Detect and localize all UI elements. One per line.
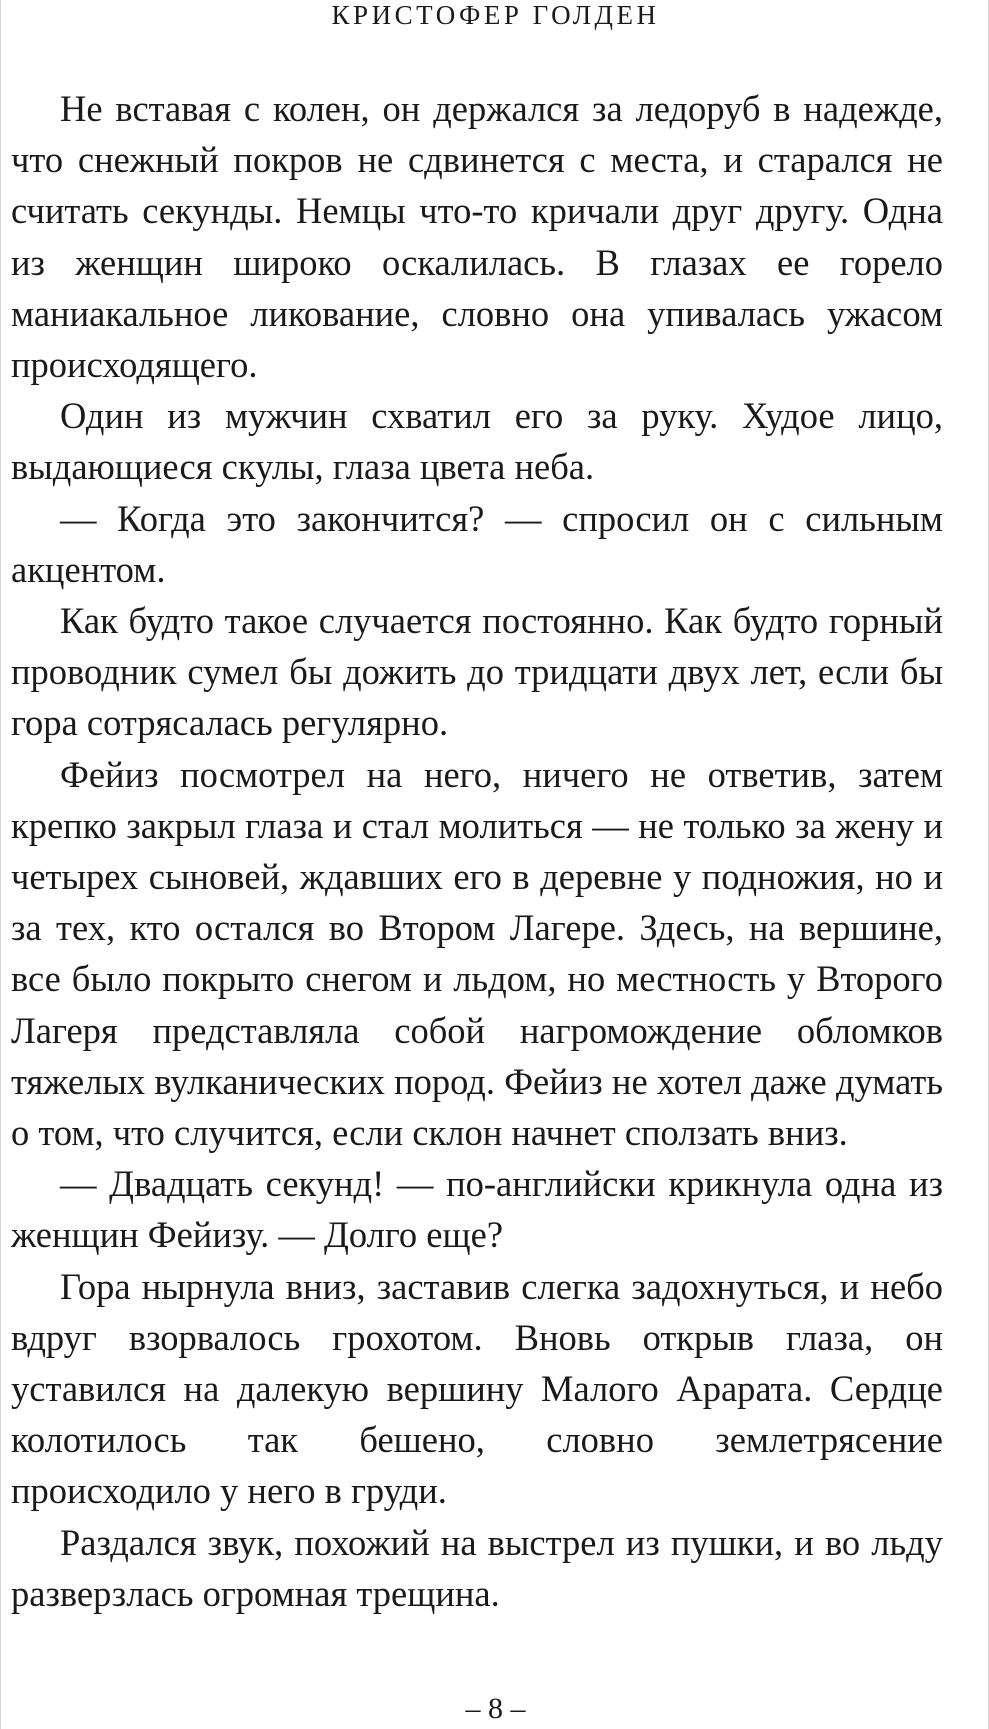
paragraph: Раздался звук, похожий на выстрел из пушки, и во льду разверзлась огромная трещина. bbox=[11, 1521, 943, 1614]
paragraph: Как будто такое случается постоянно. Как будто горный проводник сумел бы дожить до тридцати двух лет, если бы гора сотрясалась регулярно. bbox=[11, 600, 943, 744]
paragraph: — Когда это закончится? — спросил он с сильным акцентом. bbox=[11, 497, 943, 590]
page-number: – 8 – bbox=[465, 1692, 526, 1725]
paragraph: Фейиз посмотрел на него, ничего не ответив, затем крепко закрыл глаза и стал молиться — не только за жену и четырех сыновей, ждавших его в деревне у подножия, но и за тех, кто остался во Втором Лагере. Здесь, на вершине, все было покрыто снегом и льдом, но местность у Второго Лагеря представляла собой нагромождение обломков тяжелых вулканических пород. Фейиз не хотел даже думать о том, что случится, если склон начнет сползать вниз. bbox=[11, 753, 943, 1154]
paragraph: Один из мужчин схватил его за руку. Худое лицо, выдающиеся скулы, глаза цвета неба. bbox=[11, 395, 943, 488]
body-text bbox=[11, 83, 943, 1619]
running-head-author: КРИСТОФЕР ГОЛДЕН bbox=[331, 0, 660, 30]
paragraph: Не вставая с колен, он держался за ледоруб в надежде, что снежный покров не сдвинется с места, и старался не считать секунды. Немцы что-то кричали друг другу. Одна из женщин широко оскалилась. В глазах ее горело маниакальное ликование, словно она упивалась ужасом происходящего. bbox=[11, 88, 943, 386]
paragraph: — Двадцать секунд! — по-английски крикнула одна из женщин Фейизу. — Долго еще? bbox=[11, 1163, 943, 1256]
paragraph: Гора нырнула вниз, заставив слегка задохнуться, и небо вдруг взорвалось грохотом. Вновь открыв глаза, он уставился на далекую вершину Малого Арарата. Сердце колотилось так бешено, словно землетрясение происходило у него в груди. bbox=[11, 1265, 943, 1512]
